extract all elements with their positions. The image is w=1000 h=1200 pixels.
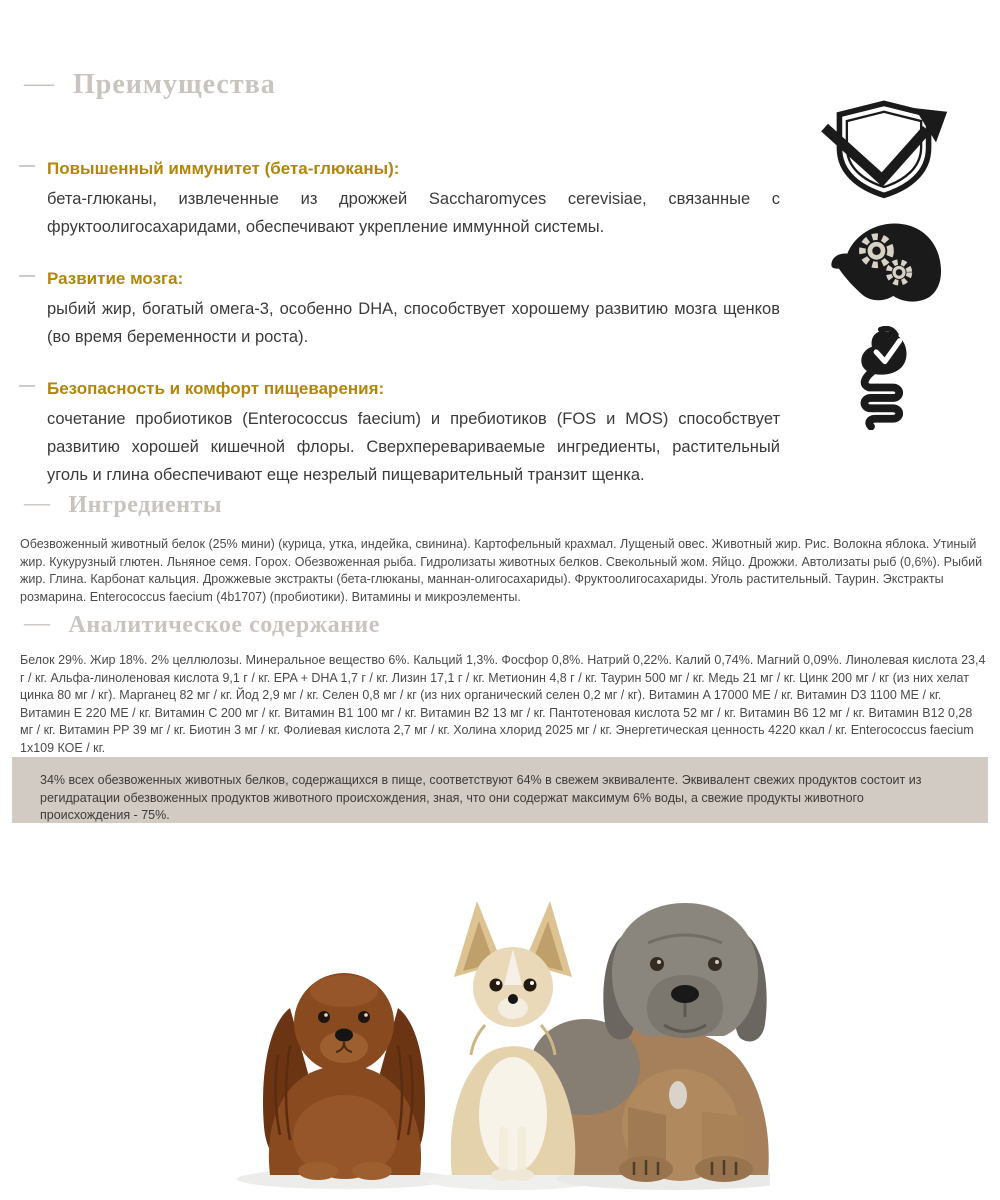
dogs-illustration xyxy=(230,875,770,1197)
advantage-body: сочетание пробиотиков (Enterococcus faecium) и пребиотиков (FOS и MOS) способствует развитию хорошей кишечной флоры. Сверхперевариваемые ингредиенты, растительный уголь и глина обеспечивают еще незрелый пищеварительный транзит щенка. xyxy=(47,410,780,484)
ingredients-section-title xyxy=(24,490,222,520)
heading-dash: — xyxy=(24,66,55,99)
advantages-section-title xyxy=(24,68,276,102)
advantage-icons xyxy=(818,96,950,430)
advantage-item-brain xyxy=(19,267,780,351)
dog-head-gears-icon xyxy=(818,216,950,310)
advantage-item-digestion xyxy=(19,377,780,489)
three-dogs-photo xyxy=(230,875,770,1197)
section-title-text: Аналитическое содержание xyxy=(68,611,380,638)
ingredients-text: Обезвоженный животный белок (25% мини) (курица, утка, индейка, свинина). Картофельный крахмал. Лущеный овес. Животный жир. Рис. Волокна яблока. Утиный жир. Кукурузный глютен. Льняное семя. Горох. Обезвоженная рыба. Гидролизаты животных белков. Свекольный жом. Яйцо. Дрожжи. Автолизаты рыб (0,6%). Рыбий жир. Глина. Карбонат кальция. Дрожжевые экстракты (бета-глюканы, маннан-олигосахариды). Фруктоолигосахариды. Уголь растительный. Таурин. Экстракты розмарина. Enterococcus faecium (4b1707) (пробиотики). Витамины и микроэлементы. xyxy=(20,537,983,604)
advantage-heading: Развитие мозга: xyxy=(47,269,184,288)
analysis-section-title xyxy=(24,610,380,640)
protein-equivalent-note xyxy=(12,757,988,823)
cavalier-spaniel xyxy=(263,973,425,1180)
bullet-dash: — xyxy=(19,377,35,394)
advantage-body: бета-глюканы, извлеченные из дрожжей Saccharomyces cerevisiae, связанные с фруктоолигосахаридами, обеспечивают укрепление иммунной системы. xyxy=(47,190,780,236)
advantage-item-immunity xyxy=(19,157,780,241)
shield-check-arrow-icon xyxy=(819,96,949,200)
advantage-body: рыбий жир, богатый омега-3, особенно DHA, способствует хорошему развитию мозга щенков (во время беременности и роста). xyxy=(47,300,780,346)
analysis-text: Белок 29%. Жир 18%. 2% целлюлозы. Минеральное вещество 6%. Кальций 1,3%. Фосфор 0,8%. Натрий 0,22%. Калий 0,74%. Магний 0,09%. Линолевая кислота 23,4 г / кг. Альфа-линоленовая кислота 9,1 г / кг. EPA + DHA 1,7 г / кг. Лизин 17,1 г / кг. Метионин 4,8 г / кг. Таурин 500 мг / кг. Медь 21 мг / кг. Цинк 200 мг / кг (из них хелат цинка 80 мг / кг). Марганец 82 мг / кг. Йод 2,9 мг / кг. Селен 0,8 мг / кг (из них органический селен 0,2 мг / кг). Витамин A 17000 МЕ / кг. Витамин D3 1100 МЕ / кг. Витамин E 220 МЕ / кг. Витамин C 200 мг / кг. Витамин B1 100 мг / кг. Витамин B2 13 мг / кг. Пантотеновая кислота 52 мг / кг. Витамин B6 12 мг / кг. Витамин B12 0,28 мг / кг. Витамин PP 39 мг / кг. Биотин 3 мг / кг. Фолиевая кислота 2,7 мг / кг. Холина хлорид 2025 мг / кг. Энергетическая ценность 4220 ккал / кг. Enterococcus faecium 1x109 КОЕ / кг. xyxy=(20,653,986,755)
section-title-text: Преимущества xyxy=(73,69,276,100)
bullet-dash: — xyxy=(19,157,35,174)
section-title-text: Ингредиенты xyxy=(68,491,223,518)
note-text: 34% всех обезвоженных животных белков, содержащихся в пище, соответствуют 64% в свежем эквиваленте. Эквивалент свежих продуктов состоит из регидратации обезвоженных продуктов животного происхождения, зная, что они содержат максимум 6% воды, а свежие продукты животного происхождения - 75%. xyxy=(40,773,922,822)
heading-dash: — xyxy=(24,488,51,517)
bullet-dash: — xyxy=(19,267,35,284)
stomach-intestines-check-icon xyxy=(848,326,920,430)
advantage-heading: Безопасность и комфорт пищеварения: xyxy=(47,379,385,398)
heading-dash: — xyxy=(24,608,51,637)
advantages-list xyxy=(19,157,780,516)
advantage-heading: Повышенный иммунитет (бета-глюканы): xyxy=(47,159,400,178)
